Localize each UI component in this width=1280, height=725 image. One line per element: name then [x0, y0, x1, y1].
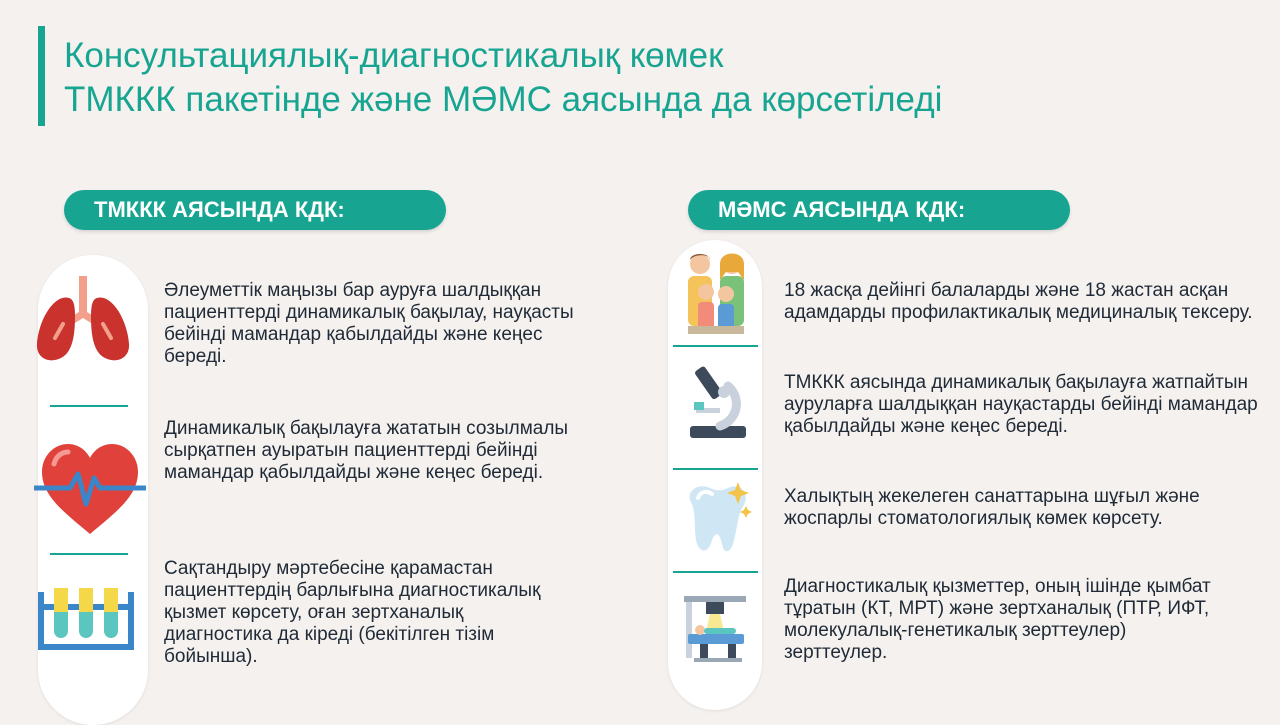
left-divider-2 — [50, 553, 128, 555]
page-title-line-2: ТМККК пакетінде және МӘМС аясында да көрсетіледі — [64, 80, 943, 119]
right-section-header: МӘМС АЯСЫНДА КДК: — [688, 190, 1070, 230]
right-divider-1 — [673, 345, 758, 347]
left-section-header: ТМККК АЯСЫНДА КДК: — [64, 190, 446, 230]
ct-scanner-icon — [680, 592, 750, 664]
right-divider-3 — [673, 571, 758, 573]
microscope-icon — [680, 362, 750, 440]
left-item-2-text: Динамикалық бақылауға жататын созылмалы сырқатпен ауыратын пациенттерді бейінді мамандар қабылдайды және кеңес береді. — [164, 418, 569, 483]
lungs-icon — [33, 272, 133, 372]
heart-pulse-icon — [34, 438, 146, 538]
left-divider-1 — [50, 405, 128, 407]
tooth-icon — [682, 478, 752, 560]
left-item-3-text: Сақтандыру мәртебесіне қарамастан пациенттердің барлығына диагностикалық қызмет көрсету, оған зертханалық диагностика да кіреді (бекітілген тізім бойынша). — [164, 558, 541, 667]
right-item-4-text: Диагностикалық қызметтер, оның ішінде қымбат тұратын (КТ, МРТ) және зертханалық (ПТР, ИФТ, молекулалық-генетикалық зерттеулер) зерттеулер. — [784, 576, 1211, 663]
right-divider-2 — [673, 468, 758, 470]
right-item-3-text: Халықтың жекелеген санаттарына шұғыл және жоспарлы стоматологиялық көмек көрсету. — [784, 486, 1200, 529]
family-icon — [676, 250, 756, 340]
title-accent-bar — [38, 26, 45, 126]
right-item-1-text: 18 жасқа дейінгі балаларды және 18 жастан асқан адамдарды профилактикалық медициналық тексеру. — [784, 280, 1253, 323]
left-item-1-text: Әлеуметтік маңызы бар ауруға шалдыққан пациенттерді динамикалық бақылау, науқасты бейінді мамандар қабылдайды және кеңес береді. — [164, 280, 574, 367]
page-title — [64, 34, 942, 122]
test-tubes-icon — [38, 582, 134, 652]
page-title-line-1: Консультациялық-диагностикалық көмек — [64, 36, 724, 75]
right-item-2-text: ТМККК аясында динамикалық бақылауға жатпайтын ауруларға шалдыққан науқастарды бейінді мамандар қабылдайды және кеңес береді. — [784, 372, 1258, 437]
